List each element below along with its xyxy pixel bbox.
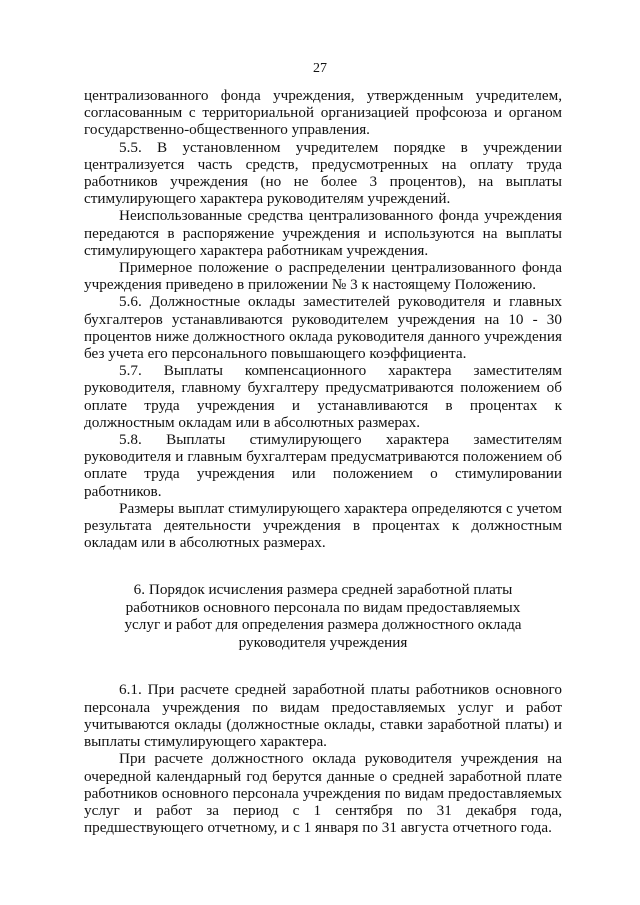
paragraph-5-6: 5.6. Должностные оклады заместителей руководителя и главных бухгалтеров устанавливаются руководителем учреждения на 10 - 30 процентов ниже должностного оклада руководителя данного учреждения без учета его персонального повышающего коэффициента. bbox=[84, 293, 562, 363]
heading-line: работников основного персонала по видам предоставляемых bbox=[125, 598, 521, 616]
paragraph-5-8: 5.8. Выплаты стимулирующего характера заместителям руководителя и главным бухгалтерам предусматриваются положением об оплате труда учреждения или положением о стимулировании работников. bbox=[84, 431, 562, 500]
paragraph-6-1: 6.1. При расчете средней заработной платы работников основного персонала учреждения по видам предоставляемых услуг и работ учитываются оклады (должностные оклады, ставки заработной платы) и выплаты стимулирующего характера. bbox=[84, 681, 562, 751]
page-number: 27 bbox=[313, 61, 327, 76]
section-6-heading bbox=[84, 581, 562, 651]
paragraph-incentive-sizes: Размеры выплат стимулирующего характера определяются с учетом результата деятельности учреждения в процентах к должностным окладам или в абсолютных размерах. bbox=[84, 499, 562, 552]
paragraph-5-5: 5.5. В установленном учредителем порядке в учреждении централизуется часть средств, предусмотренных на оплату труда работников учреждения (но не более 3 процентов), на выплаты стимулирующего характера руководителям учреждений. bbox=[84, 138, 562, 208]
paragraph-6-calculation: При расчете должностного оклада руководителя учреждения на очередной календарный год берутся данные о средней заработной плате работников основного персонала учреждения по видам предоставляемых услуг и работ за период с 1 сентября по 31 декабря года, предшествующего отчетному, и с 1 января по 31 августа отчетного года. bbox=[84, 750, 562, 837]
document-body bbox=[84, 87, 562, 836]
paragraph-unused-funds: Неиспользованные средства централизованного фонда учреждения передаются в распоряжение учреждения и используются на выплаты стимулирующего характера работникам учреждения. bbox=[84, 207, 562, 259]
paragraph-5-7: 5.7. Выплаты компенсационного характера заместителям руководителя, главному бухгалтеру предусматриваются положением об оплате труда учреждения и устанавливаются в процентах к должностным окладам или в абсолютных размерах. bbox=[84, 362, 562, 431]
heading-line: руководителя учреждения bbox=[238, 633, 408, 651]
heading-line: услуг и работ для определения размера должностного оклада bbox=[124, 616, 522, 634]
heading-line: 6. Порядок исчисления размера средней заработной платы bbox=[133, 581, 513, 599]
paragraph-continuation: централизованного фонда учреждения, утвержденным учредителем, согласованным с территориальной организацией профсоюза и органом государственно-общественного управления. bbox=[84, 87, 562, 139]
paragraph-appendix-reference: Примерное положение о распределении централизованного фонда учреждения приведено в приложении № 3 к настоящему Положению. bbox=[84, 259, 562, 294]
